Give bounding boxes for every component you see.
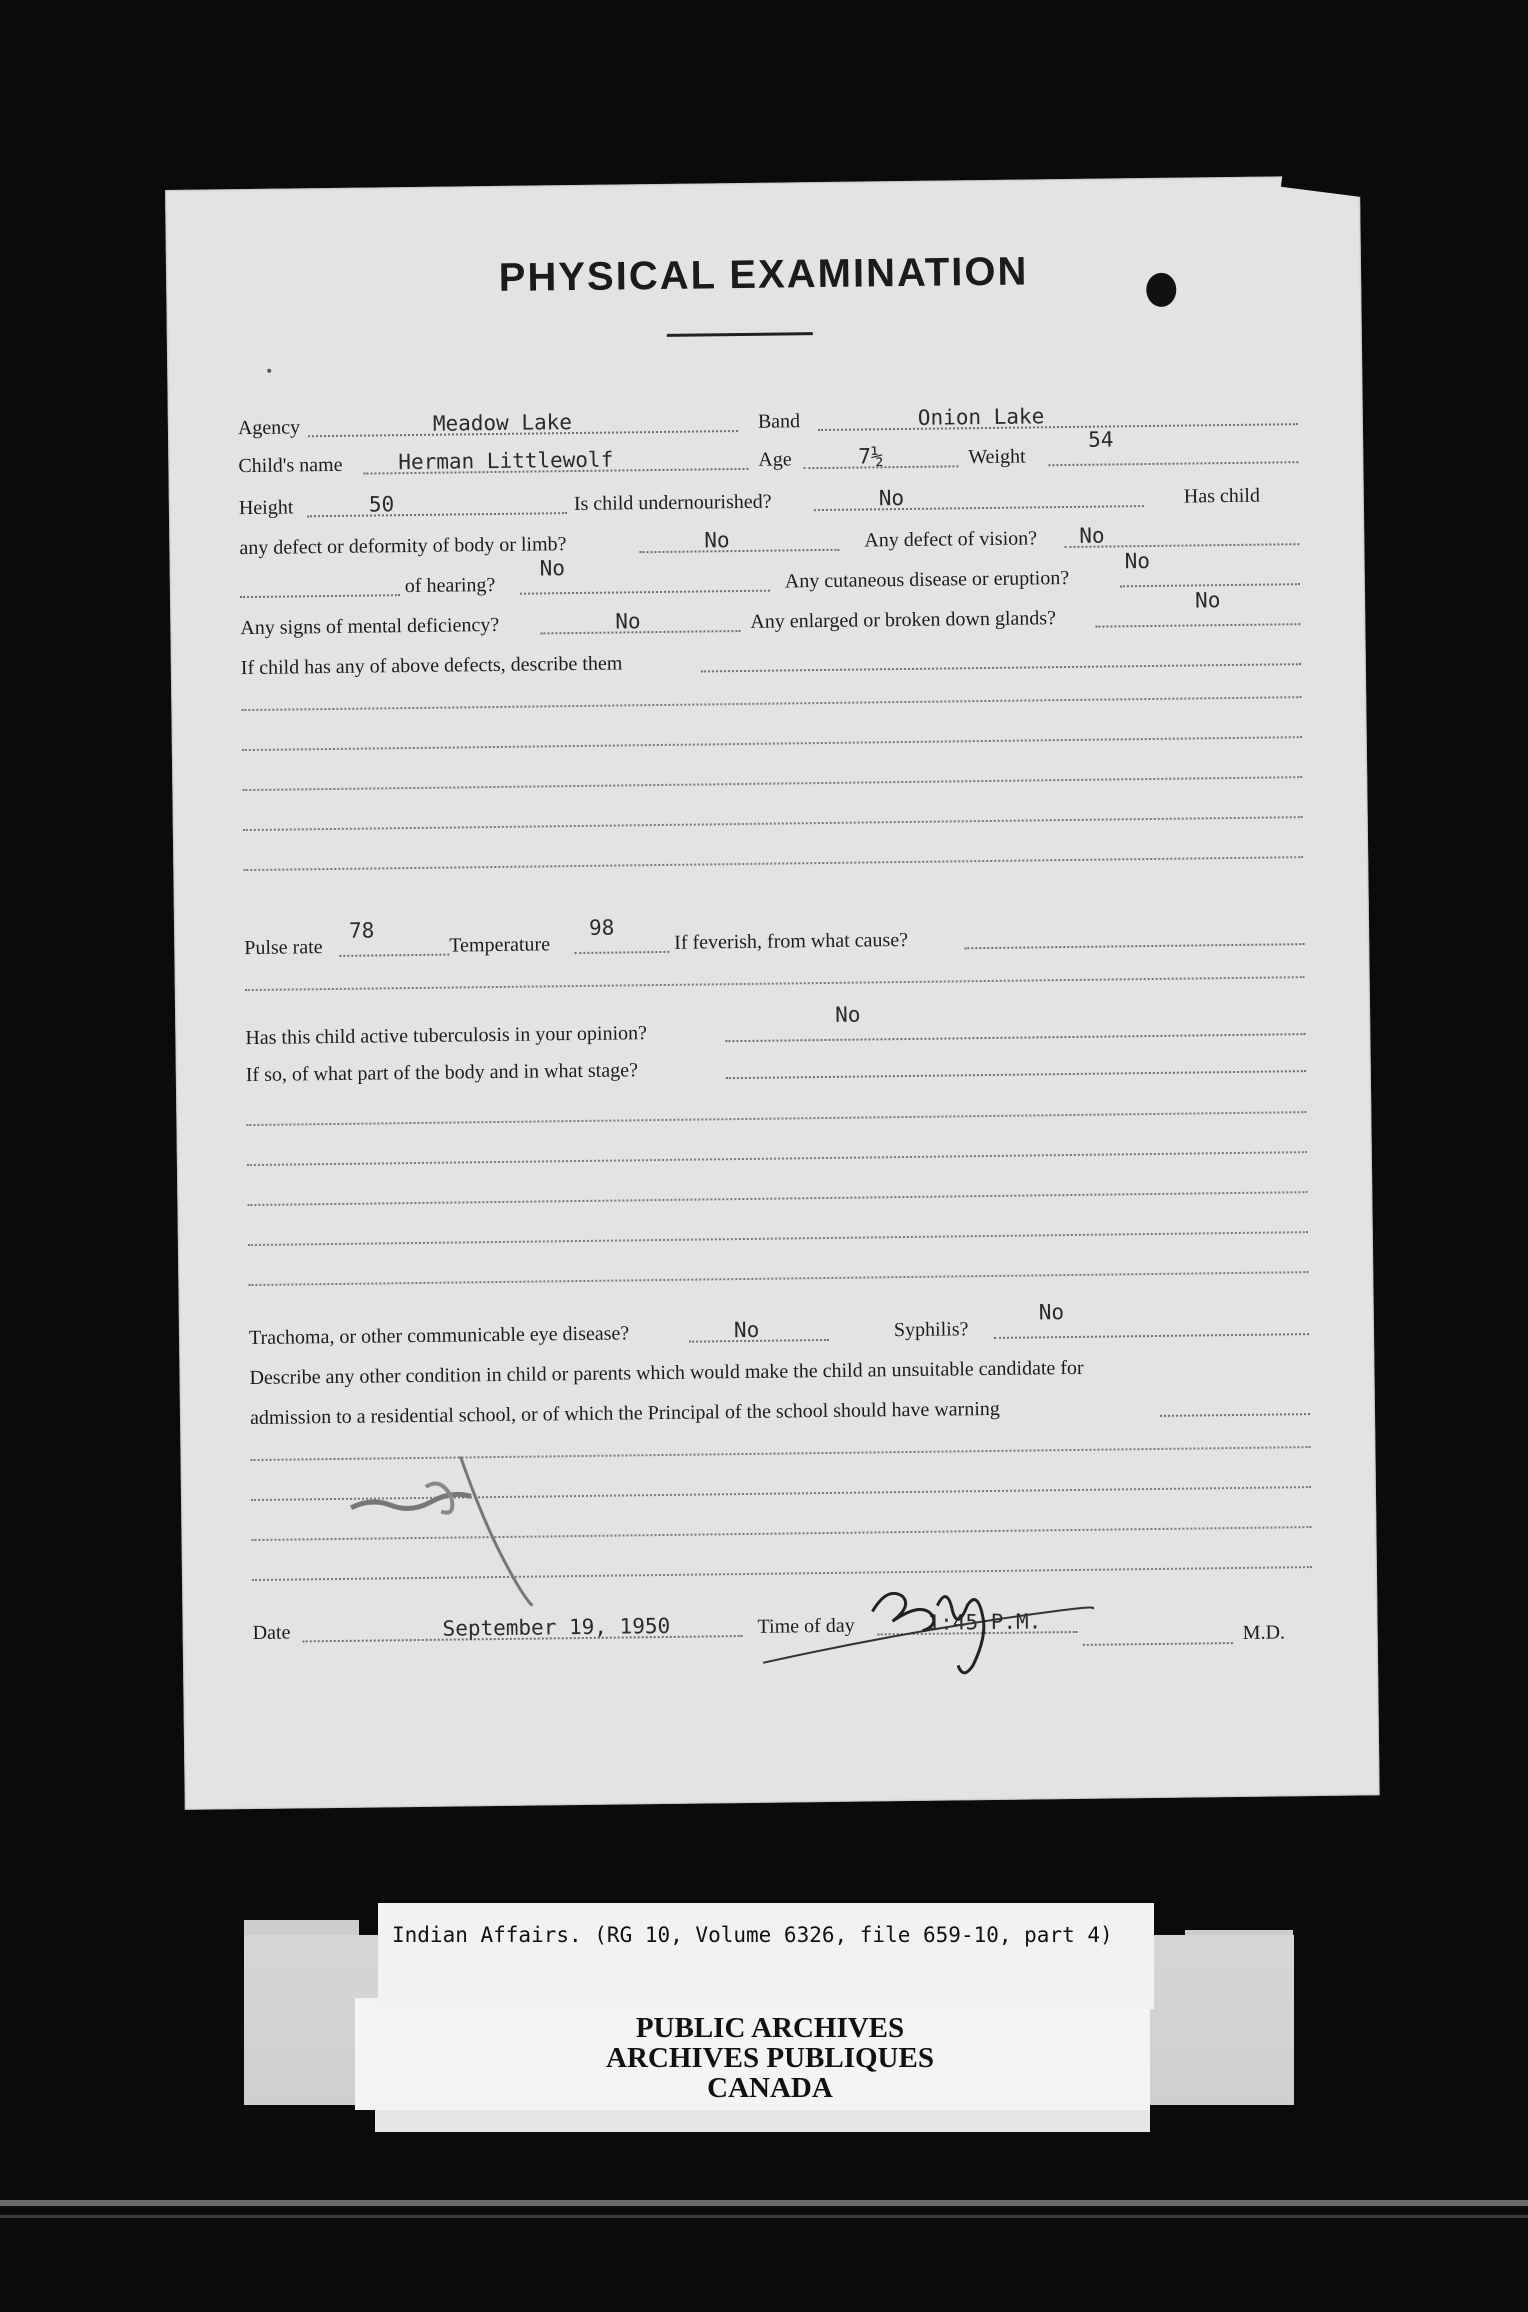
glands-line (1095, 623, 1300, 628)
age-label: Age (758, 448, 792, 471)
blank-line (243, 856, 1303, 871)
blank-line (242, 776, 1302, 791)
cutaneous-line (1120, 583, 1300, 587)
blank-line (247, 1191, 1307, 1206)
blank-line (245, 976, 1305, 991)
cutaneous-label: Any cutaneous disease or eruption? (784, 566, 1070, 593)
syphilis-value: No (1038, 1300, 1065, 1325)
agency-label: Agency (237, 416, 301, 440)
vision-label: Any defect of vision? (864, 527, 1038, 552)
physician-signature (762, 1563, 1143, 1688)
pulse-value: 78 (348, 918, 375, 943)
feverish-label: If feverish, from what cause? (674, 928, 909, 954)
undernourished-value: No (878, 485, 905, 511)
time-of-day-label: Time of day (757, 1614, 855, 1638)
trachoma-label: Trachoma, or other communicable eye disease? (248, 1322, 630, 1350)
paper-speck (267, 369, 271, 373)
pulse-line (339, 954, 449, 957)
time-of-day-value: 1:45 P.M. (927, 1609, 1042, 1635)
deformity-value: No (704, 528, 730, 553)
row-pulse (244, 911, 1304, 962)
child-name-label: Child's name (238, 453, 343, 478)
tuberculosis-value: No (834, 1002, 861, 1027)
tb-stage-line (726, 1070, 1306, 1079)
archive-stamp-edge (375, 2110, 1150, 2132)
weight-label: Weight (968, 445, 1026, 469)
mental-label: Any signs of mental deficiency? (240, 613, 500, 640)
other-condition-label: Describe any other condition in child or parents which would make the child an unsuitable candidate for (249, 1356, 1084, 1390)
agency-value: Meadow Lake (432, 410, 573, 436)
deformity-label: any defect or deformity of body or limb? (239, 533, 567, 560)
age-value: 7½ (858, 444, 884, 469)
describe-defects-line (701, 663, 1301, 672)
weight-value: 54 (1087, 427, 1114, 452)
glands-value: No (1194, 588, 1221, 613)
height-label: Height (238, 496, 294, 520)
hearing-line (520, 590, 770, 595)
other-condition-line (1160, 1413, 1310, 1417)
hearing-lead-line (240, 594, 400, 598)
film-edge-shadow (0, 2215, 1528, 2218)
weight-line (1048, 461, 1298, 466)
examination-form (165, 175, 1380, 1809)
feverish-line (964, 943, 1304, 949)
archive-citation: Indian Affairs. (RG 10, Volume 6326, file 659-10, part 4) (392, 1923, 1113, 1947)
undernourished-line (814, 505, 1144, 511)
temperature-label: Temperature (449, 933, 551, 957)
stamp-line-3: CANADA (707, 2072, 833, 2104)
temperature-line (574, 951, 669, 954)
cutaneous-value: No (1124, 548, 1151, 574)
child-name-value: Herman Littlewolf (398, 447, 614, 475)
tb-stage-label: If so, of what part of the body and in what stage? (245, 1059, 639, 1087)
hearing-value: No (539, 556, 566, 581)
tuberculosis-label: Has this child active tuberculosis in your opinion? (245, 1022, 648, 1050)
date-value: September 19, 1950 (442, 1613, 671, 1641)
hearing-label: of hearing? (404, 573, 496, 598)
blank-line (246, 1111, 1306, 1126)
date-label: Date (252, 1621, 291, 1645)
blank-line (248, 1271, 1308, 1286)
band-value: Onion Lake (917, 404, 1045, 430)
height-value: 50 (368, 492, 395, 517)
md-label: M.D. (1242, 1621, 1286, 1644)
mental-value: No (615, 609, 641, 634)
archive-stamp (520, 2013, 1020, 2103)
describe-defects-label: If child has any of above defects, describe them (240, 652, 623, 680)
film-edge (0, 2200, 1528, 2206)
bleed-through-mark (331, 1455, 593, 1628)
has-child-label: Has child (1183, 484, 1261, 508)
trachoma-value: No (733, 1317, 760, 1343)
deformity-line (639, 549, 839, 553)
syphilis-label: Syphilis? (893, 1318, 969, 1342)
torn-corner (1281, 165, 1363, 197)
vision-value: No (1079, 523, 1105, 548)
undernourished-label: Is child undernourished? (573, 490, 772, 516)
other-condition-label-2: admission to a residential school, or of which the Principal of the school should have warning (249, 1397, 1000, 1430)
blank-line (243, 816, 1303, 831)
temperature-value: 98 (588, 915, 615, 940)
signature-line (1083, 1642, 1233, 1646)
blank-line (241, 696, 1301, 711)
title-underline (667, 332, 813, 337)
glands-label: Any enlarged or broken down glands? (750, 607, 1057, 633)
archive-citation-label (378, 1903, 1154, 2009)
stamp-line-1: PUBLIC ARCHIVES (635, 2012, 905, 2044)
form-title: PHYSICAL EXAMINATION (498, 249, 1029, 300)
stamp-line-2: ARCHIVES PUBLIQUES (606, 2042, 934, 2074)
blank-line (247, 1151, 1307, 1166)
blank-line (242, 736, 1302, 751)
band-label: Band (757, 410, 801, 433)
blank-line (248, 1231, 1308, 1246)
pulse-label: Pulse rate (244, 936, 323, 960)
syphilis-line (994, 1333, 1309, 1339)
height-line (307, 512, 567, 517)
